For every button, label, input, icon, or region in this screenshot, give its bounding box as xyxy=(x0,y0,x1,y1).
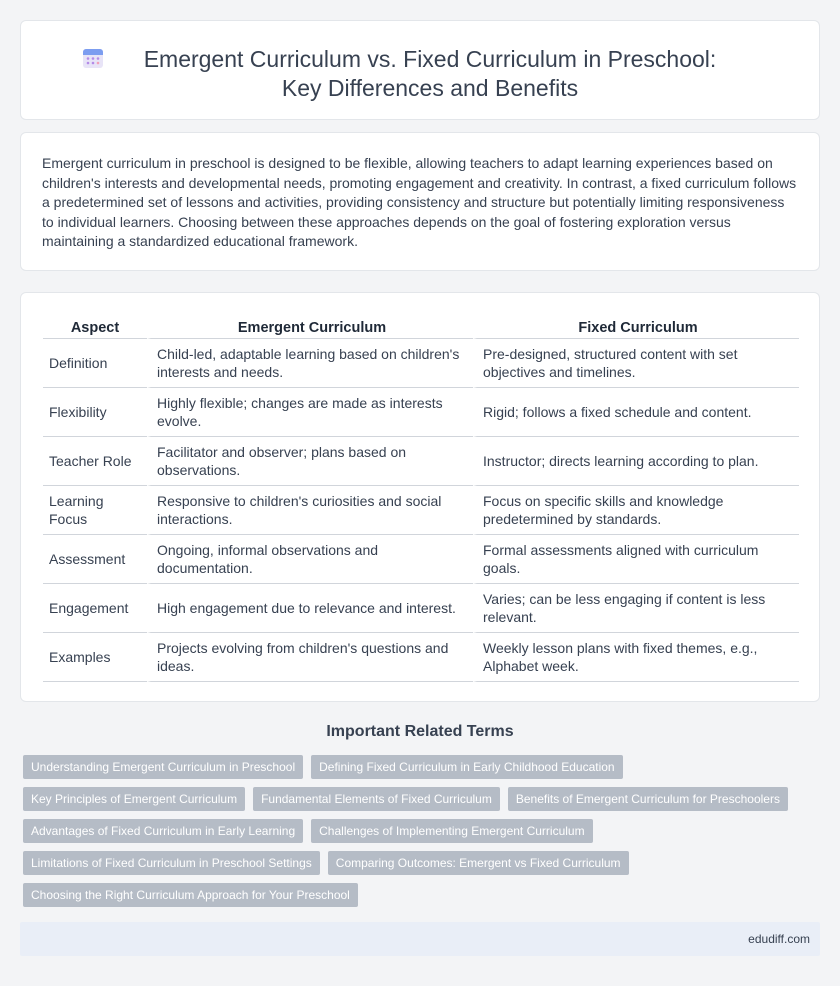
cell-fixed: Rigid; follows a fixed schedule and content. xyxy=(473,388,799,437)
cell-fixed: Instructor; directs learning according to plan. xyxy=(473,437,799,486)
cell-emergent: Highly flexible; changes are made as interests evolve. xyxy=(147,388,473,437)
cell-aspect: Engagement xyxy=(43,584,147,633)
related-term-tag[interactable]: Comparing Outcomes: Emergent vs Fixed Curriculum xyxy=(328,851,629,875)
comparison-table xyxy=(43,313,799,682)
related-term-tag[interactable]: Limitations of Fixed Curriculum in Preschool Settings xyxy=(23,851,320,875)
cell-fixed: Formal assessments aligned with curriculum goals. xyxy=(473,535,799,584)
related-term-tag[interactable]: Advantages of Fixed Curriculum in Early Learning xyxy=(23,819,303,843)
header-aspect: Aspect xyxy=(43,313,147,339)
cell-aspect: Examples xyxy=(43,633,147,682)
cell-emergent: Child-led, adaptable learning based on children's interests and needs. xyxy=(147,339,473,388)
cell-aspect: Flexibility xyxy=(43,388,147,437)
cell-fixed: Pre-designed, structured content with set objectives and timelines. xyxy=(473,339,799,388)
cell-emergent: Responsive to children's curiosities and social interactions. xyxy=(147,486,473,535)
cell-fixed: Focus on specific skills and knowledge predetermined by standards. xyxy=(473,486,799,535)
cell-fixed: Varies; can be less engaging if content is less relevant. xyxy=(473,584,799,633)
header-fixed: Fixed Curriculum xyxy=(473,313,799,339)
table-row xyxy=(43,486,799,535)
header-emergent: Emergent Curriculum xyxy=(147,313,473,339)
table-row xyxy=(43,339,799,388)
related-terms-list xyxy=(23,755,803,907)
title-card xyxy=(20,20,820,120)
cell-aspect: Definition xyxy=(43,339,147,388)
intro-paragraph: Emergent curriculum in preschool is designed to be flexible, allowing teachers to adapt learning experiences based on children's interests and developmental needs, promoting engagement and creativity. In contrast, a fixed curriculum follows a predetermined set of lessons and activities, providing consistency and structure but potentially limiting responsiveness to individual learners. Choosing between these approaches depends on the goal of fostering exploration versus maintaining a standardized educational framework. xyxy=(42,155,797,249)
cell-emergent: Ongoing, informal observations and documentation. xyxy=(147,535,473,584)
cell-emergent: Projects evolving from children's questions and ideas. xyxy=(147,633,473,682)
related-term-tag[interactable]: Key Principles of Emergent Curriculum xyxy=(23,787,245,811)
comparison-card xyxy=(20,292,820,702)
page-title: Emergent Curriculum vs. Fixed Curriculum in Preschool: Key Differences and Benefits xyxy=(143,46,717,101)
cell-fixed: Weekly lesson plans with fixed themes, e.g., Alphabet week. xyxy=(473,633,799,682)
table-row xyxy=(43,584,799,633)
table-row xyxy=(43,535,799,584)
related-term-tag[interactable]: Choosing the Right Curriculum Approach for Your Preschool xyxy=(23,883,358,907)
table-row xyxy=(43,388,799,437)
related-term-tag[interactable]: Challenges of Implementing Emergent Curriculum xyxy=(311,819,592,843)
intro-card xyxy=(20,132,820,271)
cell-aspect: Assessment xyxy=(43,535,147,584)
cell-aspect: Teacher Role xyxy=(43,437,147,486)
cell-emergent: Facilitator and observer; plans based on observations. xyxy=(147,437,473,486)
related-terms-title: Important Related Terms xyxy=(326,723,514,740)
related-term-tag[interactable]: Defining Fixed Curriculum in Early Childhood Education xyxy=(311,755,622,779)
related-term-tag[interactable]: Understanding Emergent Curriculum in Preschool xyxy=(23,755,303,779)
related-term-tag[interactable]: Fundamental Elements of Fixed Curriculum xyxy=(253,787,500,811)
table-row xyxy=(43,437,799,486)
table-row xyxy=(43,633,799,682)
cell-emergent: High engagement due to relevance and interest. xyxy=(147,584,473,633)
related-term-tag[interactable]: Benefits of Emergent Curriculum for Preschoolers xyxy=(508,787,788,811)
table-header-row xyxy=(43,313,799,339)
footer xyxy=(20,922,820,956)
site-name[interactable]: edudiff.com xyxy=(748,932,810,946)
cell-aspect: Learning Focus xyxy=(43,486,147,535)
